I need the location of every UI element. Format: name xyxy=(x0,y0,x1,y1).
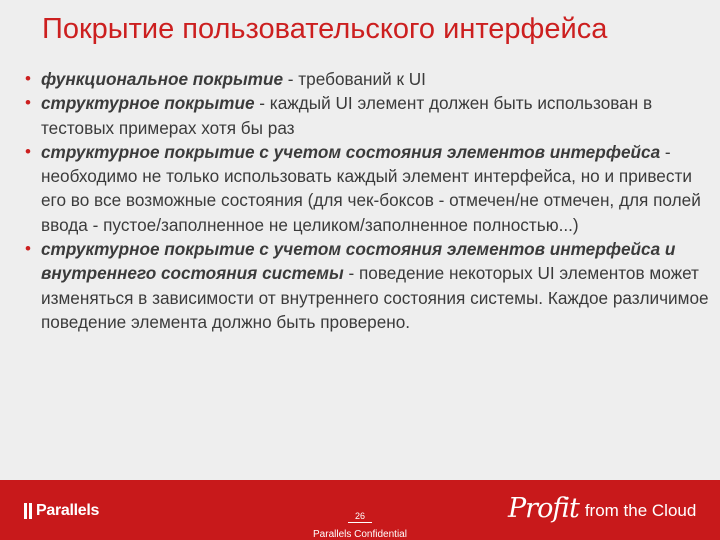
bullet-text: - поведение некоторых UI элементов может изменяться в зависимости от внутреннего состояния системы. Каждое различимое поведение элемента должно быть проверено. xyxy=(41,263,709,332)
slide-title: Покрытие пользовательского интерфейса xyxy=(42,13,608,45)
bullet-item xyxy=(22,91,716,140)
bullet-term: функциональное покрытие xyxy=(41,69,284,89)
profit-from-cloud-logo xyxy=(508,494,696,524)
bullet-marker: • xyxy=(25,141,31,161)
profit-script-text: Profit xyxy=(508,493,579,524)
bullet-term: структурное покрытие с учетом состояния элементов интерфейса и внутреннего состояния системы xyxy=(41,239,676,284)
confidential-label: Parallels Confidential xyxy=(313,529,407,540)
page-number: 26 xyxy=(348,511,372,523)
bullet-term: структурное покрытие с учетом состояния элементов интерфейса xyxy=(41,141,661,162)
bullet-list xyxy=(22,67,716,334)
from-the-cloud-text: from the Cloud xyxy=(584,501,697,520)
bullet-term: структурное покрытие xyxy=(41,93,255,114)
bullet-item xyxy=(22,140,716,237)
parallels-logo xyxy=(24,502,99,520)
bullet-item xyxy=(22,67,716,91)
footer-bar xyxy=(0,480,720,540)
bullet-item xyxy=(22,237,716,334)
bullet-marker: • xyxy=(25,239,31,259)
bullet-marker: • xyxy=(25,69,31,88)
bullet-text: - необходимо не только использовать каждый элемент интерфейса, но и привести его во все возможные состояния (для чек-боксов - отмечен/не отмечен, для полей ввода - пустое/заполненное не целиком/заполненное полностью...) xyxy=(41,141,701,235)
bullet-text: - требований к UI xyxy=(283,69,426,89)
parallels-bars-icon xyxy=(24,503,32,519)
bullet-text: - каждый UI элемент должен быть использован в тестовых примерах хотя бы раз xyxy=(41,93,653,138)
parallels-logo-text: Parallels xyxy=(36,502,100,519)
bullet-marker: • xyxy=(25,93,31,113)
